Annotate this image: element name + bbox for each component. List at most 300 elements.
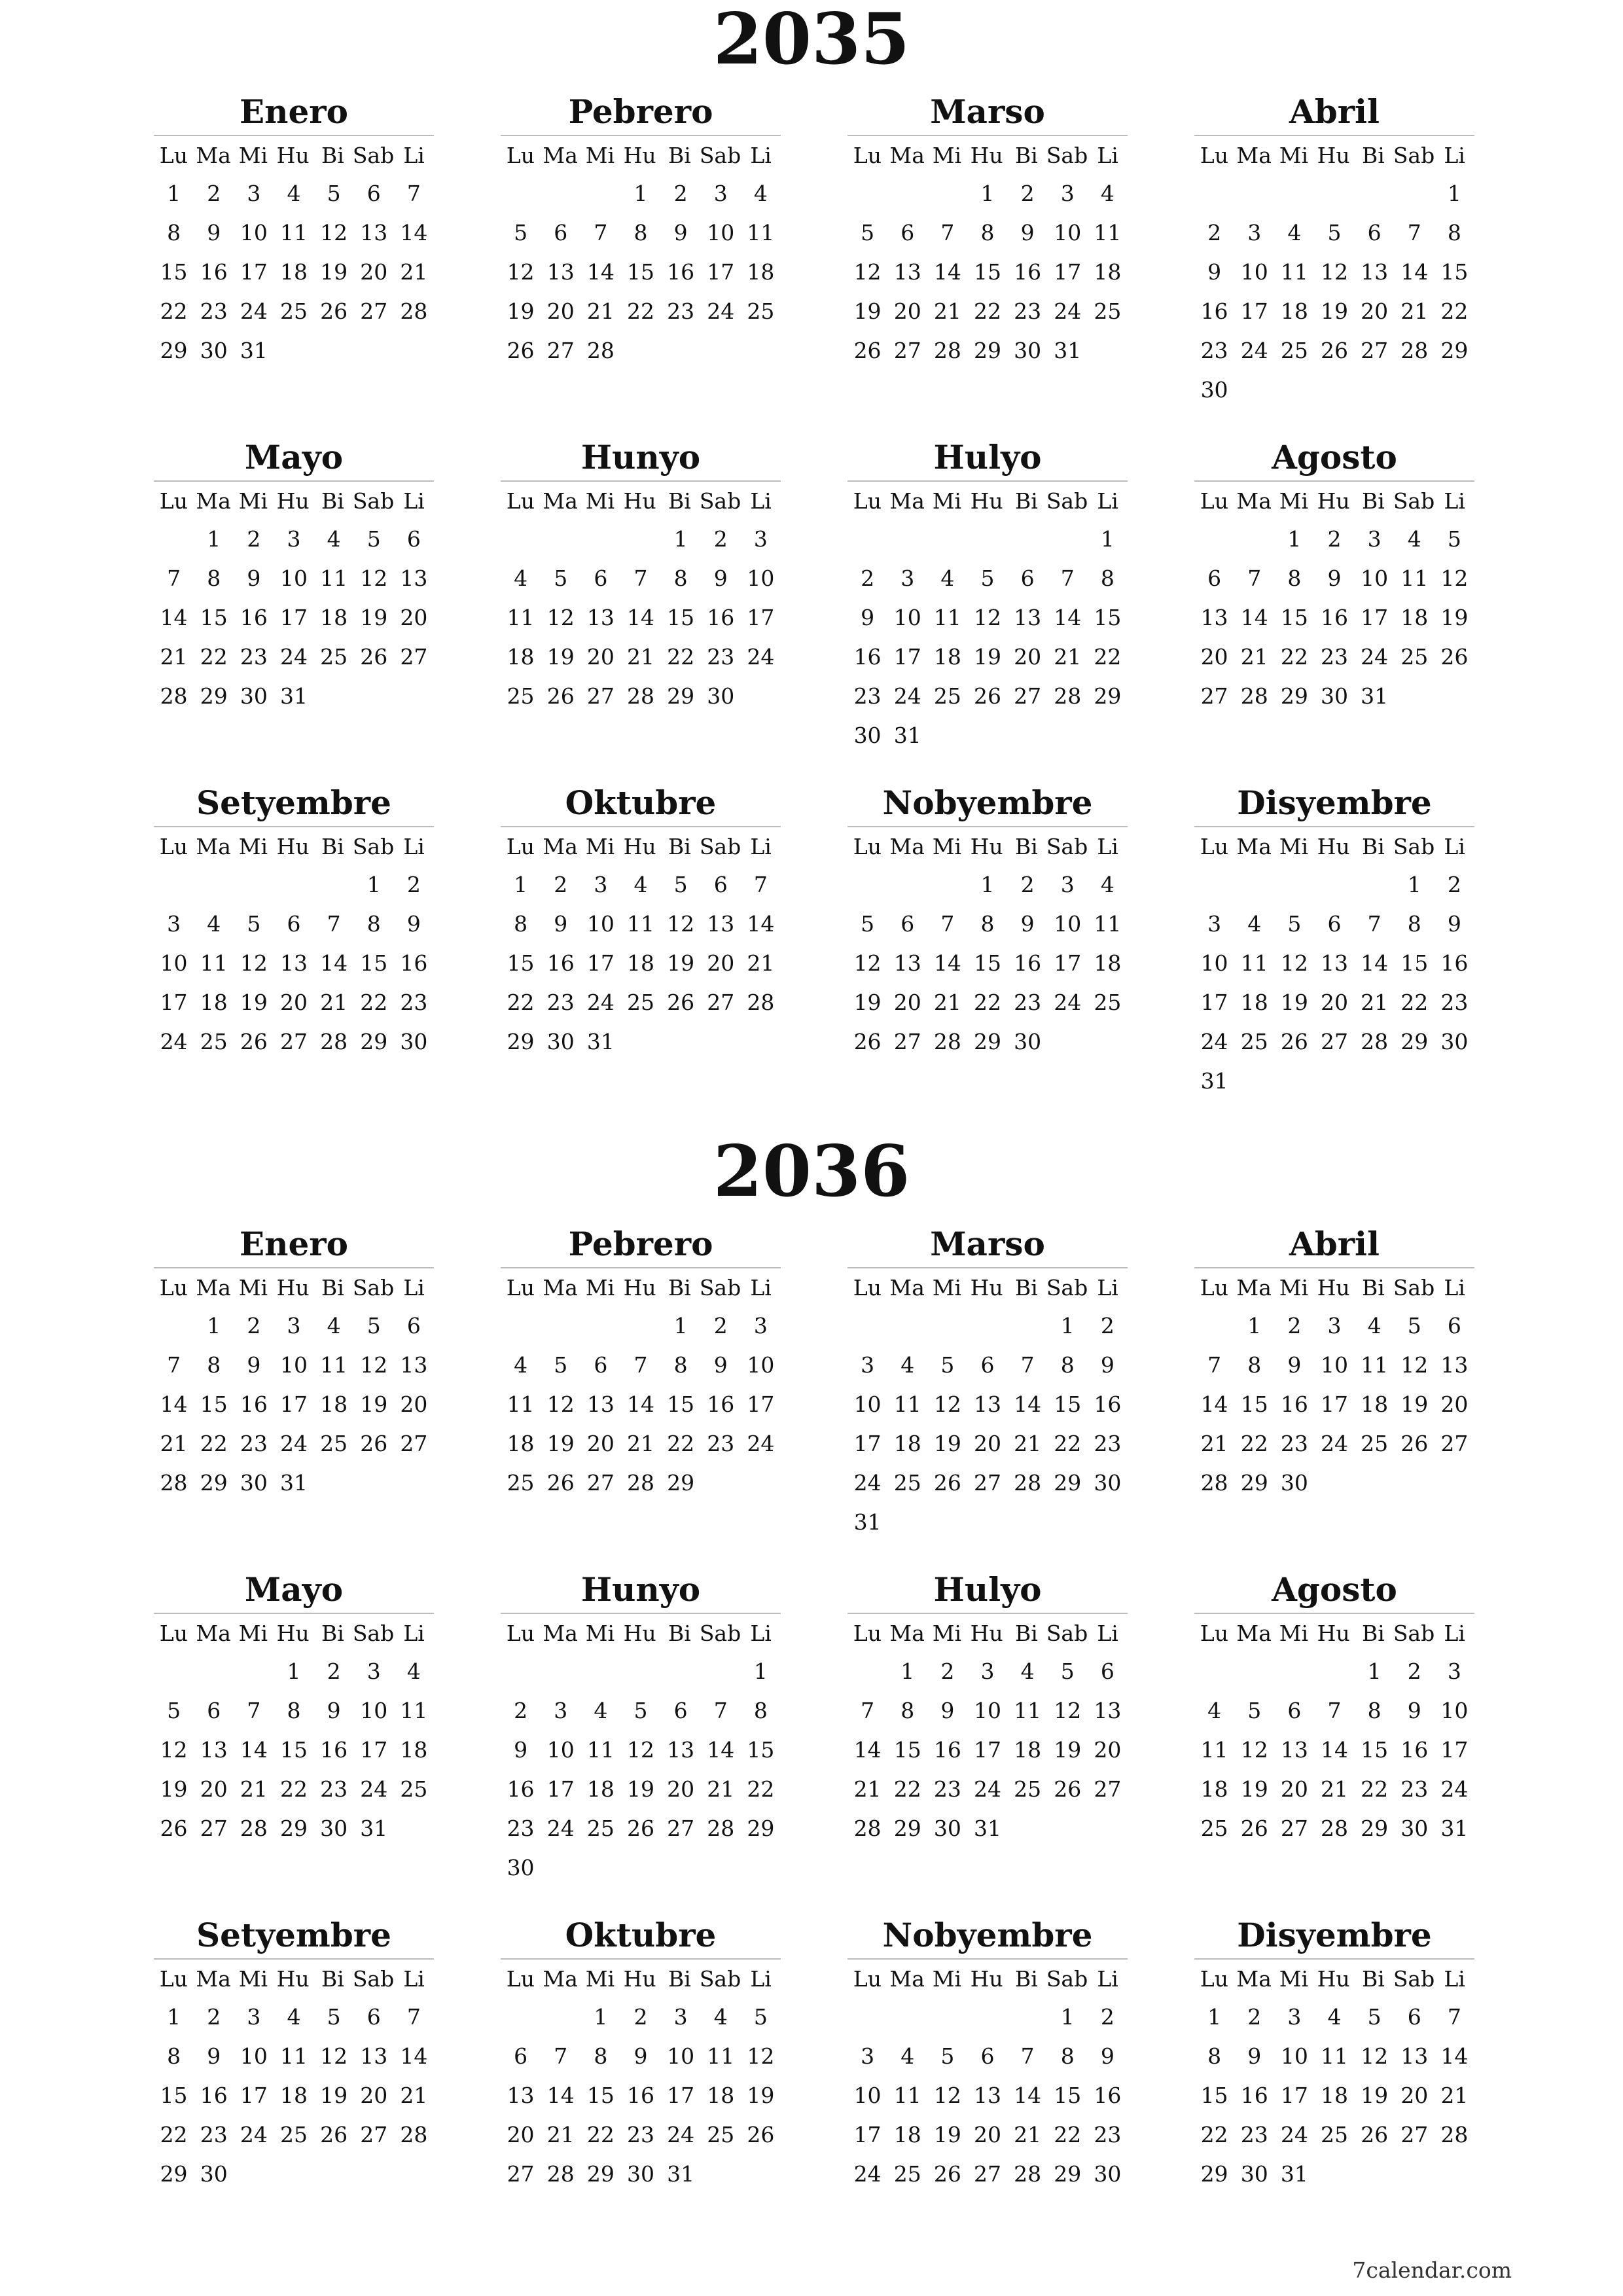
day-number: 16 <box>1400 1737 1429 1763</box>
month-calendar <box>154 783 434 1123</box>
day-grid <box>847 1652 1128 1848</box>
day-number: 16 <box>546 950 575 976</box>
day-number: 29 <box>200 683 228 709</box>
day-number: 8 <box>1060 1352 1075 1378</box>
day-number: 13 <box>1400 2043 1429 2069</box>
day-number: 16 <box>320 1737 348 1763</box>
day-number: 28 <box>1320 1816 1348 1841</box>
day-number: 24 <box>1054 298 1082 324</box>
day-number: 28 <box>1200 1470 1228 1496</box>
day-number: 19 <box>360 1391 388 1417</box>
day-number: 13 <box>973 2083 1001 2108</box>
day-number: 2 <box>1020 872 1035 897</box>
day-number: 13 <box>507 2083 535 2108</box>
day-number: 20 <box>200 1776 228 1802</box>
day-number: 29 <box>1054 2161 1082 2187</box>
day-number: 3 <box>1287 2004 1302 2030</box>
day-number: 5 <box>861 911 875 937</box>
day-number: 8 <box>673 1352 688 1378</box>
day-number: 9 <box>247 565 261 591</box>
day-number: 24 <box>1054 990 1082 1015</box>
weekday-label: Bi <box>321 834 344 859</box>
weekday-label: Mi <box>1279 143 1309 168</box>
weekday-label: Hu <box>970 143 1003 168</box>
day-number: 21 <box>707 1776 735 1802</box>
day-number: 22 <box>626 298 654 324</box>
day-number: 1 <box>673 526 688 552</box>
weekday-label: Ma <box>1236 1966 1272 1992</box>
weekday-label: Lu <box>159 1966 188 1992</box>
weekday-header <box>501 1964 781 1995</box>
day-number: 14 <box>626 605 654 630</box>
day-number: 1 <box>901 1659 915 1684</box>
day-number: 23 <box>1320 644 1348 670</box>
weekday-label: Bi <box>1362 834 1385 859</box>
day-number: 13 <box>360 2043 388 2069</box>
day-number: 17 <box>1320 1391 1348 1417</box>
day-number: 19 <box>546 1431 575 1456</box>
day-number: 4 <box>327 1313 341 1338</box>
weekday-label: Ma <box>889 1621 925 1646</box>
day-number: 29 <box>973 338 1001 363</box>
day-number: 22 <box>1440 298 1469 324</box>
day-number: 3 <box>1327 1313 1342 1338</box>
day-number: 12 <box>546 605 575 630</box>
day-number: 22 <box>1400 990 1429 1015</box>
month-calendar <box>1194 437 1474 778</box>
day-number: 16 <box>933 1737 961 1763</box>
day-number: 10 <box>279 1352 308 1378</box>
day-number: 17 <box>279 1391 308 1417</box>
day-grid <box>154 1652 434 1848</box>
weekday-label: Mi <box>932 1275 962 1300</box>
day-number: 20 <box>546 298 575 324</box>
day-number: 18 <box>1014 1737 1042 1763</box>
empty-day-cell <box>967 520 1007 559</box>
day-grid <box>501 865 781 1062</box>
day-number: 5 <box>633 1698 648 1723</box>
day-number: 19 <box>1320 298 1348 324</box>
weekday-label: Lu <box>506 488 535 514</box>
weekday-label: Bi <box>1015 1621 1038 1646</box>
day-number: 10 <box>240 2043 268 2069</box>
weekday-label: Ma <box>543 1621 578 1646</box>
day-number: 18 <box>1240 990 1268 1015</box>
weekday-header <box>501 486 781 517</box>
weekday-label: Li <box>1097 488 1118 514</box>
day-number: 18 <box>507 644 535 670</box>
day-number: 6 <box>1367 220 1382 245</box>
day-number: 28 <box>1014 2161 1042 2187</box>
day-number: 26 <box>853 338 882 363</box>
day-number: 3 <box>1060 872 1075 897</box>
day-number: 14 <box>1361 950 1389 976</box>
day-grid <box>154 865 434 1062</box>
weekday-label: Sab <box>699 143 741 168</box>
day-number: 18 <box>747 259 775 285</box>
day-number: 2 <box>1100 2004 1115 2030</box>
weekday-label: Bi <box>321 1621 344 1646</box>
day-number: 3 <box>980 1659 995 1684</box>
weekday-label: Lu <box>1200 1966 1228 1992</box>
empty-day-cell <box>847 174 887 213</box>
weekday-label: Mi <box>1279 1275 1309 1300</box>
day-number: 1 <box>167 181 181 206</box>
empty-day-cell <box>1395 174 1435 213</box>
day-number: 5 <box>514 220 528 245</box>
weekday-label: Li <box>750 1966 772 1992</box>
day-number: 5 <box>940 2043 955 2069</box>
day-number: 23 <box>507 1816 535 1841</box>
empty-day-cell <box>847 1306 887 1346</box>
day-number: 1 <box>167 2004 181 2030</box>
day-number: 26 <box>320 298 348 324</box>
weekday-label: Sab <box>699 488 741 514</box>
month-divider <box>154 1958 434 1960</box>
weekday-header <box>501 1618 781 1649</box>
day-number: 24 <box>360 1776 388 1802</box>
day-number: 12 <box>1280 950 1308 976</box>
day-number: 16 <box>707 605 735 630</box>
day-number: 21 <box>320 990 348 1015</box>
weekday-label: Sab <box>699 834 741 859</box>
site-credit: 7calendar.com <box>1352 2257 1512 2283</box>
month-divider <box>847 480 1128 482</box>
day-number: 24 <box>1320 1431 1348 1456</box>
day-number: 24 <box>1361 644 1389 670</box>
day-number: 26 <box>626 1816 654 1841</box>
day-number: 16 <box>853 644 882 670</box>
day-number: 19 <box>160 1776 188 1802</box>
day-grid <box>847 520 1128 755</box>
day-number: 9 <box>713 1352 728 1378</box>
day-number: 28 <box>1361 1029 1389 1054</box>
day-number: 19 <box>1054 1737 1082 1763</box>
day-number: 18 <box>320 605 348 630</box>
weekday-label: Bi <box>321 488 344 514</box>
day-number: 24 <box>1280 2122 1308 2147</box>
day-number: 9 <box>327 1698 341 1723</box>
day-number: 31 <box>279 683 308 709</box>
day-number: 25 <box>1240 1029 1268 1054</box>
day-number: 25 <box>1361 1431 1389 1456</box>
day-number: 28 <box>160 1470 188 1496</box>
day-number: 29 <box>1361 1816 1389 1841</box>
day-number: 16 <box>1014 259 1042 285</box>
day-number: 14 <box>1320 1737 1348 1763</box>
day-number: 15 <box>1200 2083 1228 2108</box>
day-number: 11 <box>320 1352 348 1378</box>
empty-day-cell <box>1194 520 1234 559</box>
day-number: 16 <box>507 1776 535 1802</box>
day-number: 29 <box>360 1029 388 1054</box>
empty-day-cell <box>501 1652 541 1691</box>
month-name: Nobyembre <box>882 783 1093 822</box>
day-number: 21 <box>240 1776 268 1802</box>
day-number: 25 <box>279 2122 308 2147</box>
day-number: 14 <box>1400 259 1429 285</box>
day-number: 3 <box>247 181 261 206</box>
day-number: 8 <box>1247 1352 1262 1378</box>
day-number: 2 <box>1287 1313 1302 1338</box>
empty-day-cell <box>620 1652 660 1691</box>
weekday-label: Bi <box>1015 143 1038 168</box>
weekday-label: Mi <box>932 143 962 168</box>
day-number: 22 <box>893 1776 921 1802</box>
weekday-label: Mi <box>238 834 268 859</box>
day-number: 7 <box>594 220 608 245</box>
day-number: 5 <box>366 1313 381 1338</box>
day-number: 17 <box>1440 1737 1469 1763</box>
weekday-label: Li <box>1444 488 1465 514</box>
day-number: 1 <box>753 1659 768 1684</box>
weekday-label: Lu <box>1200 1275 1228 1300</box>
day-number: 24 <box>707 298 735 324</box>
day-number: 11 <box>1014 1698 1042 1723</box>
day-number: 7 <box>1447 2004 1461 2030</box>
weekday-label: Li <box>1444 1966 1465 1992</box>
month-name: Oktubre <box>565 783 717 822</box>
day-number: 13 <box>1094 1698 1122 1723</box>
weekday-label: Li <box>1097 1621 1118 1646</box>
day-number: 12 <box>320 2043 348 2069</box>
day-number: 21 <box>1240 644 1268 670</box>
day-number: 7 <box>406 2004 421 2030</box>
day-number: 15 <box>626 259 654 285</box>
day-number: 29 <box>279 1816 308 1841</box>
day-number: 30 <box>240 683 268 709</box>
day-number: 15 <box>586 2083 615 2108</box>
day-number: 17 <box>1054 259 1082 285</box>
day-number: 30 <box>546 1029 575 1054</box>
day-number: 18 <box>586 1776 615 1802</box>
day-number: 25 <box>279 298 308 324</box>
month-name: Disyembre <box>1237 783 1432 822</box>
day-number: 12 <box>933 1391 961 1417</box>
day-number: 30 <box>1094 1470 1122 1496</box>
day-number: 5 <box>861 220 875 245</box>
day-number: 13 <box>400 1352 428 1378</box>
day-number: 4 <box>713 2004 728 2030</box>
day-number: 14 <box>400 220 428 245</box>
day-number: 2 <box>633 2004 648 2030</box>
day-number: 30 <box>1400 1816 1429 1841</box>
weekday-label: Li <box>403 1966 425 1992</box>
day-number: 25 <box>400 1776 428 1802</box>
day-number: 27 <box>546 338 575 363</box>
day-number: 17 <box>747 1391 775 1417</box>
day-number: 20 <box>279 990 308 1015</box>
day-number: 14 <box>707 1737 735 1763</box>
weekday-label: Bi <box>1015 1966 1038 1992</box>
weekday-label: Hu <box>1317 143 1350 168</box>
month-name: Hunyo <box>580 438 701 476</box>
empty-day-cell <box>847 1998 887 2037</box>
day-number: 28 <box>240 1816 268 1841</box>
day-number: 12 <box>1400 1352 1429 1378</box>
day-grid <box>847 865 1128 1062</box>
day-grid <box>154 1306 434 1503</box>
day-number: 19 <box>747 2083 775 2108</box>
day-number: 2 <box>861 565 875 591</box>
weekday-label: Lu <box>853 143 882 168</box>
weekday-label: Li <box>750 834 772 859</box>
month-calendar <box>1194 1570 1474 1910</box>
day-number: 6 <box>1407 2004 1421 2030</box>
weekday-label: Hu <box>623 1621 656 1646</box>
weekday-label: Mi <box>932 1621 962 1646</box>
day-number: 26 <box>853 1029 882 1054</box>
day-number: 31 <box>586 1029 615 1054</box>
day-number: 20 <box>1200 644 1228 670</box>
day-number: 11 <box>893 1391 921 1417</box>
day-number: 2 <box>514 1698 528 1723</box>
day-number: 11 <box>933 605 961 630</box>
empty-day-cell <box>1008 1306 1048 1346</box>
day-number: 28 <box>1014 1470 1042 1496</box>
day-number: 5 <box>554 1352 568 1378</box>
weekday-label: Lu <box>853 1621 882 1646</box>
day-number: 23 <box>1240 2122 1268 2147</box>
day-number: 5 <box>327 181 341 206</box>
day-number: 9 <box>1020 220 1035 245</box>
day-number: 27 <box>973 1470 1001 1496</box>
weekday-header <box>1194 831 1474 863</box>
weekday-label: Hu <box>276 488 310 514</box>
day-grid <box>501 1998 781 2194</box>
day-number: 13 <box>1320 950 1348 976</box>
weekday-label: Ma <box>889 143 925 168</box>
month-divider <box>501 1267 781 1268</box>
day-number: 20 <box>893 990 921 1015</box>
day-number: 5 <box>554 565 568 591</box>
weekday-header <box>847 140 1128 171</box>
month-calendar <box>154 92 434 432</box>
weekday-label: Bi <box>1015 1275 1038 1300</box>
day-number: 17 <box>853 2122 882 2147</box>
day-number: 24 <box>667 2122 695 2147</box>
day-number: 24 <box>240 2122 268 2147</box>
day-number: 30 <box>707 683 735 709</box>
weekday-label: Li <box>403 834 425 859</box>
weekday-label: Li <box>1097 834 1118 859</box>
day-number: 11 <box>1094 220 1122 245</box>
day-number: 12 <box>360 565 388 591</box>
day-number: 27 <box>586 683 615 709</box>
weekday-label: Ma <box>196 1966 231 1992</box>
weekday-label: Bi <box>1362 143 1385 168</box>
day-number: 23 <box>707 1431 735 1456</box>
day-number: 18 <box>400 1737 428 1763</box>
day-number: 2 <box>554 872 568 897</box>
weekday-label: Li <box>750 488 772 514</box>
weekday-label: Lu <box>506 1966 535 1992</box>
empty-day-cell <box>154 520 194 559</box>
day-number: 26 <box>240 1029 268 1054</box>
weekday-label: Li <box>750 143 772 168</box>
weekday-label: Bi <box>321 1275 344 1300</box>
month-name: Hulyo <box>933 1570 1042 1609</box>
day-number: 18 <box>1094 950 1122 976</box>
empty-day-cell <box>580 174 620 213</box>
day-number: 16 <box>240 1391 268 1417</box>
day-number: 6 <box>514 2043 528 2069</box>
day-number: 11 <box>507 605 535 630</box>
empty-day-cell <box>154 1652 194 1691</box>
day-number: 1 <box>1367 1659 1382 1684</box>
weekday-label: Mi <box>1279 488 1309 514</box>
day-number: 12 <box>973 605 1001 630</box>
day-number: 16 <box>1094 2083 1122 2108</box>
day-number: 14 <box>586 259 615 285</box>
month-calendar <box>1194 92 1474 432</box>
month-divider <box>1194 1613 1474 1614</box>
day-grid <box>154 520 434 716</box>
day-number: 6 <box>1287 1698 1302 1723</box>
day-number: 8 <box>167 220 181 245</box>
empty-day-cell <box>1274 1652 1314 1691</box>
day-number: 28 <box>1440 2122 1469 2147</box>
day-number: 7 <box>713 1698 728 1723</box>
day-number: 4 <box>514 565 528 591</box>
day-number: 17 <box>1240 298 1268 324</box>
day-number: 22 <box>279 1776 308 1802</box>
weekday-label: Mi <box>585 834 615 859</box>
day-number: 23 <box>546 990 575 1015</box>
day-number: 1 <box>673 1313 688 1338</box>
day-number: 18 <box>707 2083 735 2108</box>
day-number: 19 <box>853 990 882 1015</box>
day-number: 10 <box>853 1391 882 1417</box>
day-number: 16 <box>200 259 228 285</box>
weekday-label: Mi <box>585 488 615 514</box>
day-number: 13 <box>893 259 921 285</box>
empty-day-cell <box>887 520 927 559</box>
day-number: 12 <box>160 1737 188 1763</box>
day-number: 21 <box>1361 990 1389 1015</box>
day-number: 24 <box>546 1816 575 1841</box>
day-number: 17 <box>853 1431 882 1456</box>
month-name: Hunyo <box>580 1570 701 1609</box>
day-number: 17 <box>546 1776 575 1802</box>
day-number: 26 <box>546 1470 575 1496</box>
day-number: 17 <box>240 2083 268 2108</box>
empty-day-cell <box>194 1652 234 1691</box>
day-number: 25 <box>893 2161 921 2187</box>
day-number: 23 <box>200 298 228 324</box>
day-number: 8 <box>366 911 381 937</box>
weekday-label: Mi <box>585 1966 615 1992</box>
day-number: 10 <box>360 1698 388 1723</box>
day-number: 18 <box>1280 298 1308 324</box>
day-number: 12 <box>1320 259 1348 285</box>
month-divider <box>1194 1958 1474 1960</box>
day-number: 14 <box>1240 605 1268 630</box>
day-number: 20 <box>707 950 735 976</box>
day-number: 2 <box>1247 2004 1262 2030</box>
day-number: 11 <box>320 565 348 591</box>
day-number: 20 <box>667 1776 695 1802</box>
empty-day-cell <box>541 520 580 559</box>
day-number: 7 <box>1060 565 1075 591</box>
day-number: 11 <box>507 1391 535 1417</box>
day-number: 25 <box>507 683 535 709</box>
empty-day-cell <box>1314 1652 1354 1691</box>
day-number: 26 <box>360 644 388 670</box>
weekday-label: Bi <box>668 143 691 168</box>
month-divider <box>847 135 1128 136</box>
day-number: 5 <box>1060 1659 1075 1684</box>
